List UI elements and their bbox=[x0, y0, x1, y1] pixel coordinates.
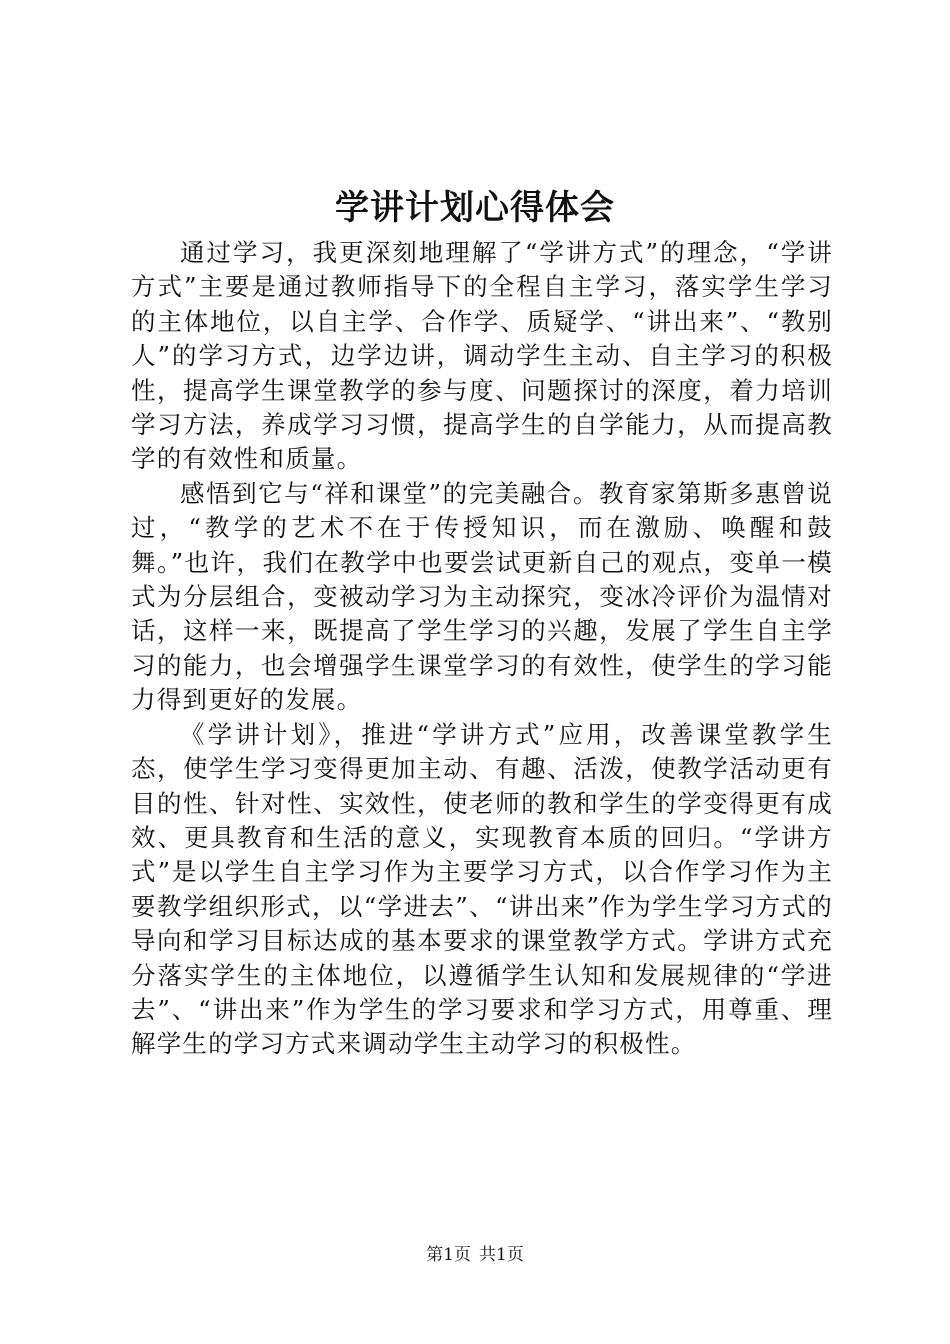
page-number-total: 共1页 bbox=[479, 1245, 524, 1265]
document-body bbox=[131, 236, 833, 1062]
paragraph-1: 通过学习，我更深刻地理解了“学讲方式”的理念，“学讲方式”主要是通过教师指导下的全程自主学习，落实学生学习的主体地位，以自主学、合作学、质疑学、“讲出来”、“教别人”的学习方式，边学边讲，调动学生主动、自主学习的积极性，提高学生课堂教学的参与度、问题探讨的深度，着力培训学习方法，养成学习习惯，提高学生的自学能力，从而提高教学的有效性和质量。 bbox=[131, 238, 833, 474]
paragraph-2: 感悟到它与“祥和课堂”的完美融合。教育家第斯多惠曾说过，“教学的艺术不在于传授知识，而在激励、唤醒和鼓舞。”也许，我们在教学中也要尝试更新自己的观点，变单一模式为分层组合，变被动学习为主动探究，变冰冷评价为温情对话，这样一来，既提高了学生学习的兴趣，发展了学生自主学习的能力，也会增强学生课堂学习的有效性，使学生的学习能力得到更好的发展。 bbox=[131, 478, 833, 715]
paragraph-3: 《学讲计划》，推进“学讲方式”应用，改善课堂教学生态，使学生学习变得更加主动、有趣、活泼，使教学活动更有目的性、针对性、实效性，使老师的教和学生的学变得更有成效、更具教育和生活的意义，实现教育本质的回归。“学讲方式”是以学生自主学习作为主要学习方式，以合作学习作为主要教学组织形式，以“学进去”、“讲出来”作为学生学习方式的导向和学习目标达成的基本要求的课堂教学方式。学讲方式充分落实学生的主体地位，以遵循学生认知和发展规律的“学进去”、“讲出来”作为学生的学习要求和学习方式，用尊重、理解学生的学习方式来调动学生主动学习的积极性。 bbox=[131, 719, 833, 1059]
document-title: 学讲计划心得体会 bbox=[335, 188, 615, 228]
page-footer bbox=[0, 1243, 950, 1267]
page-number-current: 第1页 bbox=[426, 1245, 471, 1265]
